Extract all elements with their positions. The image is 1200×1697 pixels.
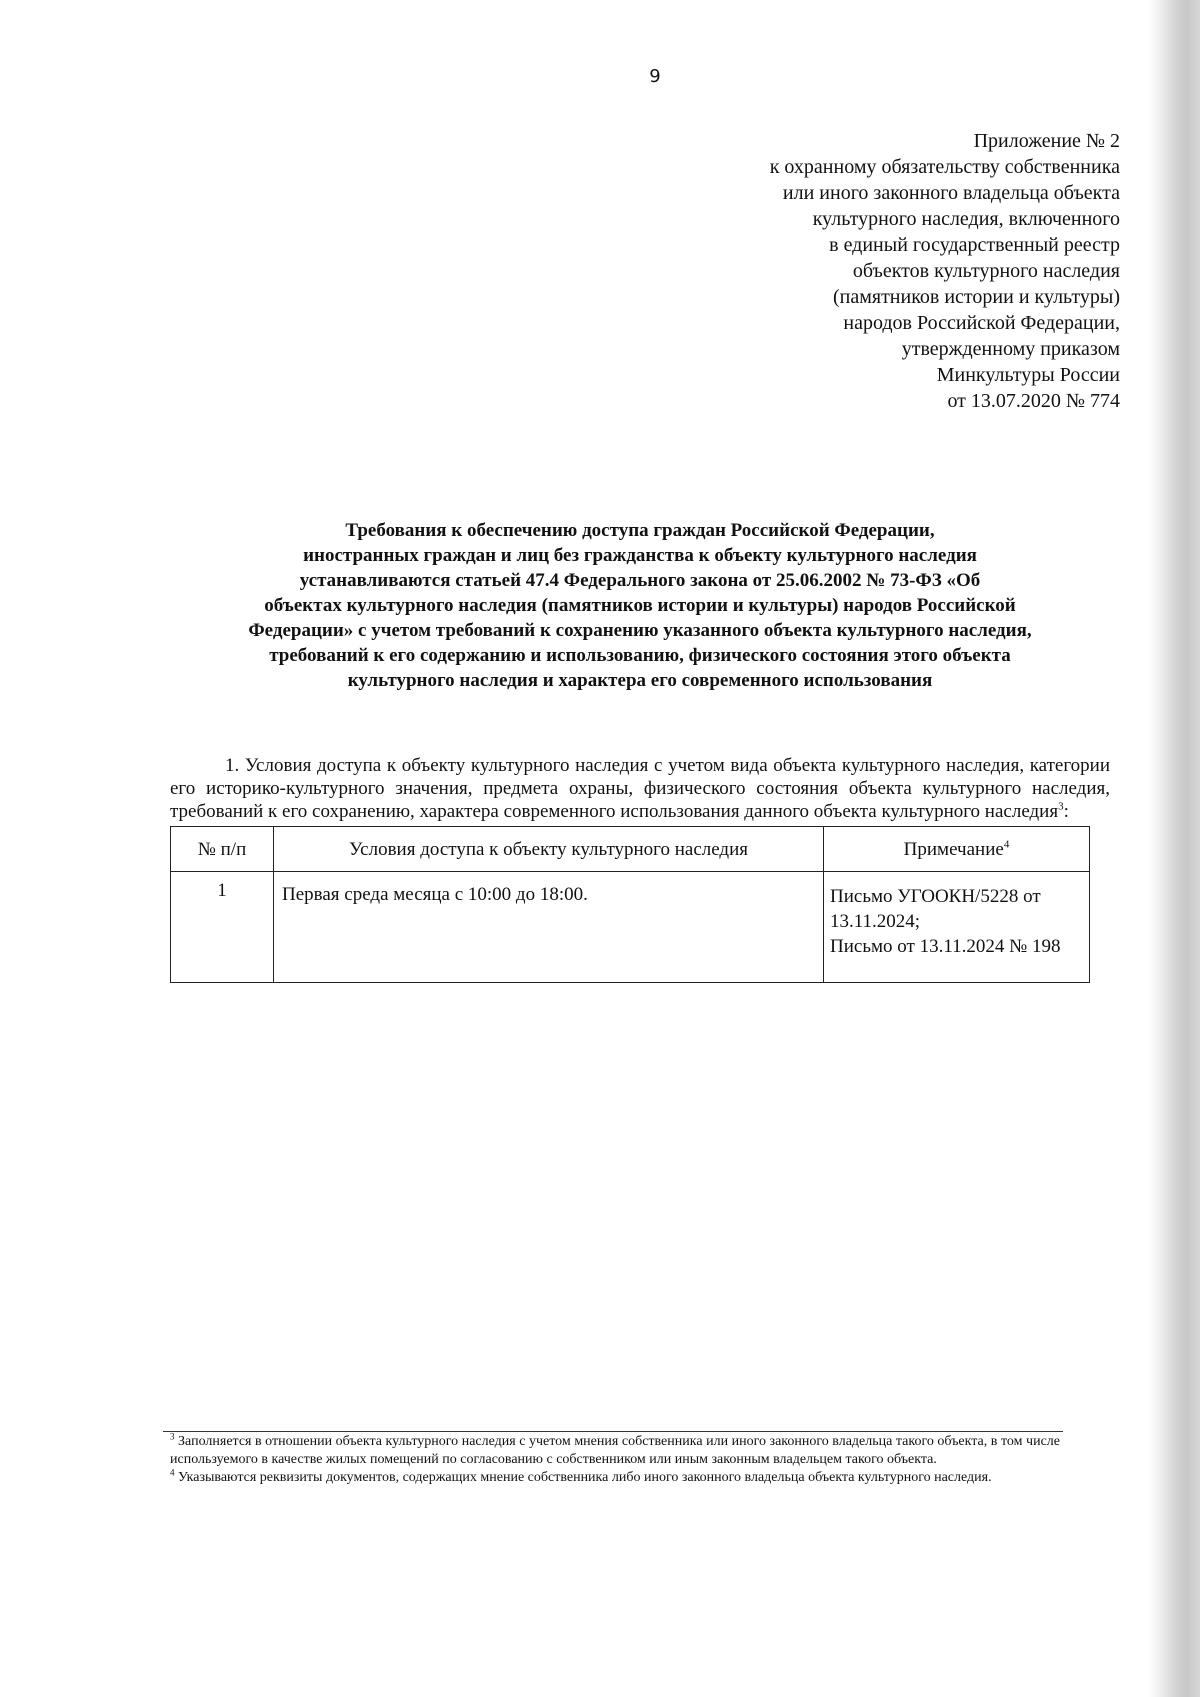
footnote-4 [170,1469,1060,1487]
title-line: Требования к обеспечению доступа граждан Российской Федерации, [345,520,935,541]
appendix-line: (памятников истории и культуры) [832,286,1120,308]
footnote-divider [163,1431,1063,1432]
title-line: культурного наследия и характера его современного использования [347,670,933,691]
footnotes [170,1433,1060,1487]
appendix-line: Приложение № 2 [973,130,1120,152]
title-line: объектах культурного наследия (памятников истории и культуры) народов Российской [264,595,1016,616]
appendix-line: к охранному обязательству собственника [769,156,1120,178]
footnote-ref-3: 3 [1058,800,1064,813]
page-number: 9 [649,66,661,87]
appendix-line: объектов культурного наследия [852,260,1120,282]
title-line: Федерации» с учетом требований к сохранению указанного объекта культурного наследия, [248,620,1032,641]
document-title [170,518,1110,693]
footnote-text: Заполняется в отношении объекта культурного наследия с учетом мнения собственника или иного законного владельца такого объекта, в том числе используемого в качестве жилых помещений по согласованию с собственником или иным законным владельцем такого объекта. [170,1434,1060,1467]
clause-end: : [1063,801,1069,822]
row-conditions: Первая среда месяца с 10:00 до 18:00. [274,872,824,983]
table-row [171,872,1090,983]
footnote-number: 4 [170,1467,175,1478]
table-header-row [171,827,1090,872]
row-note-line: Письмо от 13.11.2024 № 198 [830,936,1061,957]
footnote-text: Указываются реквизиты документов, содержащих мнение собственника либо иного законного владельца объекта культурного наследия. [178,1470,992,1485]
appendix-line: от 13.07.2020 № 774 [947,390,1120,412]
clause-1 [170,754,1110,823]
clause-text: 1. Условия доступа к объекту культурного наследия с учетом вида объекта культурного наследия, категории его историко-культурного значения, предмета охраны, физического состояния объекта культурного наследия, требований к его сохранению, характера современного использования данного объекта культурного наследия [170,755,1110,822]
title-line: требований к его содержанию и использованию, физического состояния этого объекта [269,645,1011,666]
title-line: иностранных граждан и лиц без гражданства к объекту культурного наследия [303,545,977,566]
appendix-line: или иного законного владельца объекта [782,182,1120,204]
appendix-line: в единый государственный реестр [829,234,1120,256]
appendix-line: народов Российской Федерации, [843,312,1120,334]
appendix-line: культурного наследия, включенного [812,208,1120,230]
appendix-line: утвержденному приказом [901,338,1120,360]
footnote-3 [170,1433,1060,1469]
header-note-label: Примечание [903,838,1004,860]
scan-edge-shadow [1148,0,1200,1697]
row-number: 1 [171,872,274,983]
header-number: № п/п [171,827,274,872]
footnote-ref-4: 4 [1003,838,1010,851]
row-note-line: Письмо УГООКН/5228 от 13.11.2024; [830,886,1041,932]
access-conditions-table [170,826,1090,983]
title-line: устанавливаются статьей 47.4 Федерального закона от 25.06.2002 № 73-ФЗ «Об [299,570,981,591]
header-note [824,827,1090,872]
footnote-number: 3 [170,1431,175,1442]
appendix-line: Минкультуры России [936,364,1120,386]
header-conditions: Условия доступа к объекту культурного наследия [274,827,824,872]
appendix-header [640,128,1120,414]
row-note [824,872,1090,983]
